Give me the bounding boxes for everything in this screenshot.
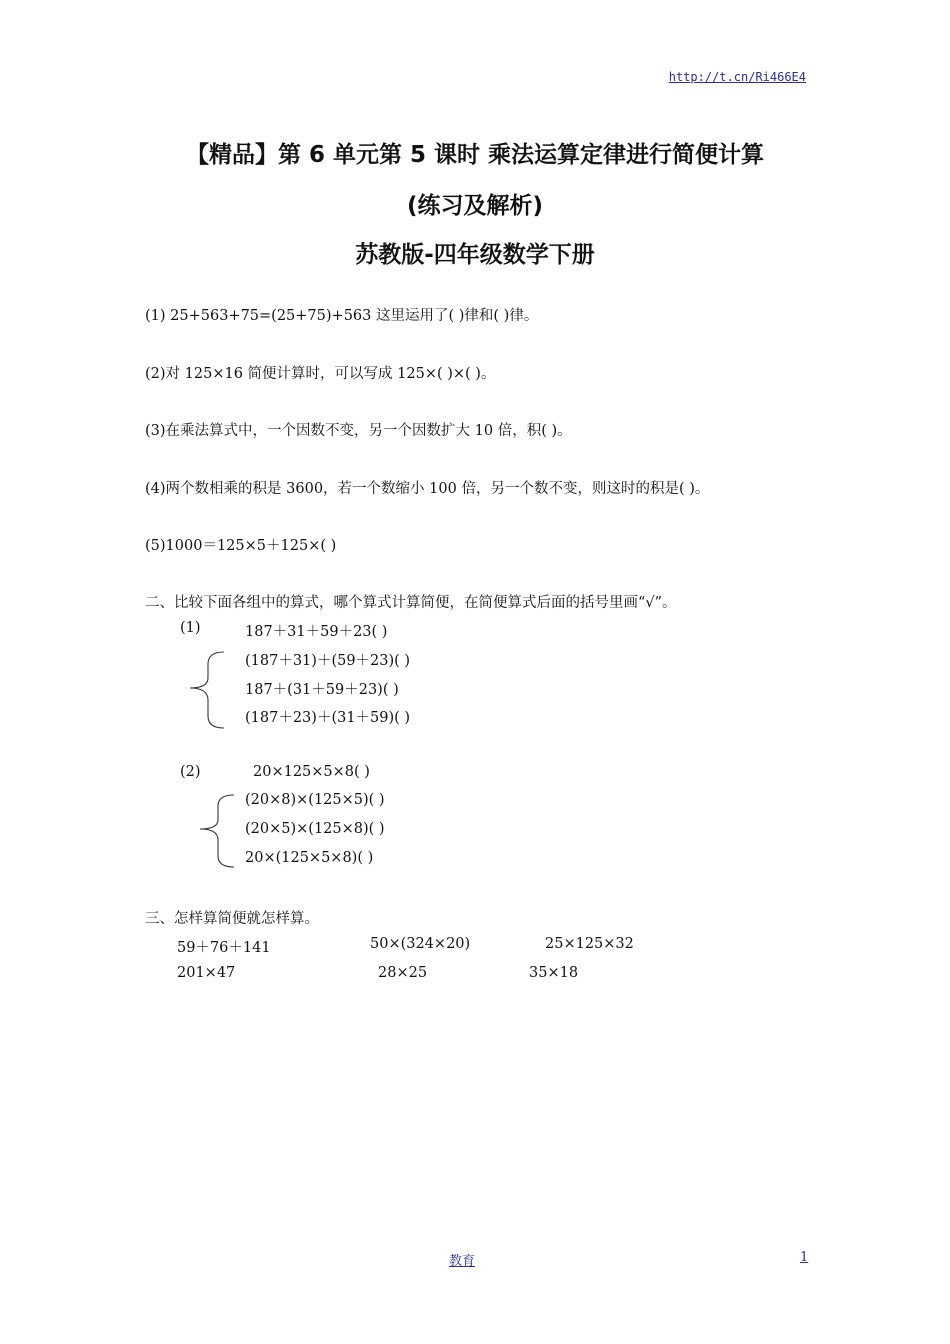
question-1: (1) 25+563+75=(25+75)+563 这里运用了( )律和( )律。 xyxy=(145,308,539,324)
group-1-label: (1) xyxy=(180,620,201,636)
question-2: (2)对 125×16 简便计算时，可以写成 125×( )×( )。 xyxy=(145,366,496,382)
exercise-1-1: 59＋76＋141 xyxy=(177,940,271,956)
group-1-option-2: 187＋(31＋59＋23)( ) xyxy=(245,682,399,698)
exercise-1-3: 25×125×32 xyxy=(545,936,634,952)
section-3-heading: 三、怎样算简便就怎样算。 xyxy=(145,911,319,927)
exercise-1-2: 50×(324×20) xyxy=(370,936,471,952)
group-2-option-1: (20×8)×(125×5)( ) xyxy=(245,792,385,808)
question-3: (3)在乘法算式中，一个因数不变，另一个因数扩大 10 倍，积( )。 xyxy=(145,423,572,439)
page-edition: 苏教版-四年级数学下册 xyxy=(355,242,595,268)
header-link[interactable]: http://t.cn/Ri466E4 xyxy=(668,70,806,84)
exercise-2-2: 28×25 xyxy=(378,965,428,981)
group-1-main: 187＋31＋59＋23( ) xyxy=(245,624,388,640)
question-4: (4)两个数相乘的积是 3600，若一个数缩小 100 倍，另一个数不变，则这时的积是( )。 xyxy=(145,481,710,497)
group-1-option-1: (187＋31)＋(59＋23)( ) xyxy=(245,653,411,669)
group-2-brace xyxy=(196,793,236,869)
group-2-main: 20×125×5×8( ) xyxy=(253,764,370,780)
section-2-heading: 二、比较下面各组中的算式，哪个算式计算简便，在简便算式后面的括号里画“√”。 xyxy=(145,595,677,611)
group-1-option-3: (187＋23)＋(31＋59)( ) xyxy=(245,710,411,726)
group-2-label: (2) xyxy=(180,764,201,780)
group-2-option-2: (20×5)×(125×8)( ) xyxy=(245,821,385,837)
group-2-option-3: 20×(125×5×8)( ) xyxy=(245,850,374,866)
page-subtitle: (练习及解析) xyxy=(406,193,544,219)
footer-link[interactable]: 教育 xyxy=(449,1254,476,1269)
page-number[interactable]: 1 xyxy=(800,1250,809,1265)
group-1-brace xyxy=(186,650,226,730)
exercise-2-1: 201×47 xyxy=(177,965,236,981)
page-title: 【精品】第 6 单元第 5 课时 乘法运算定律进行简便计算 xyxy=(185,142,765,168)
question-5: (5)1000＝125×5＋125×( ) xyxy=(145,538,337,554)
exercise-2-3: 35×18 xyxy=(529,965,579,981)
